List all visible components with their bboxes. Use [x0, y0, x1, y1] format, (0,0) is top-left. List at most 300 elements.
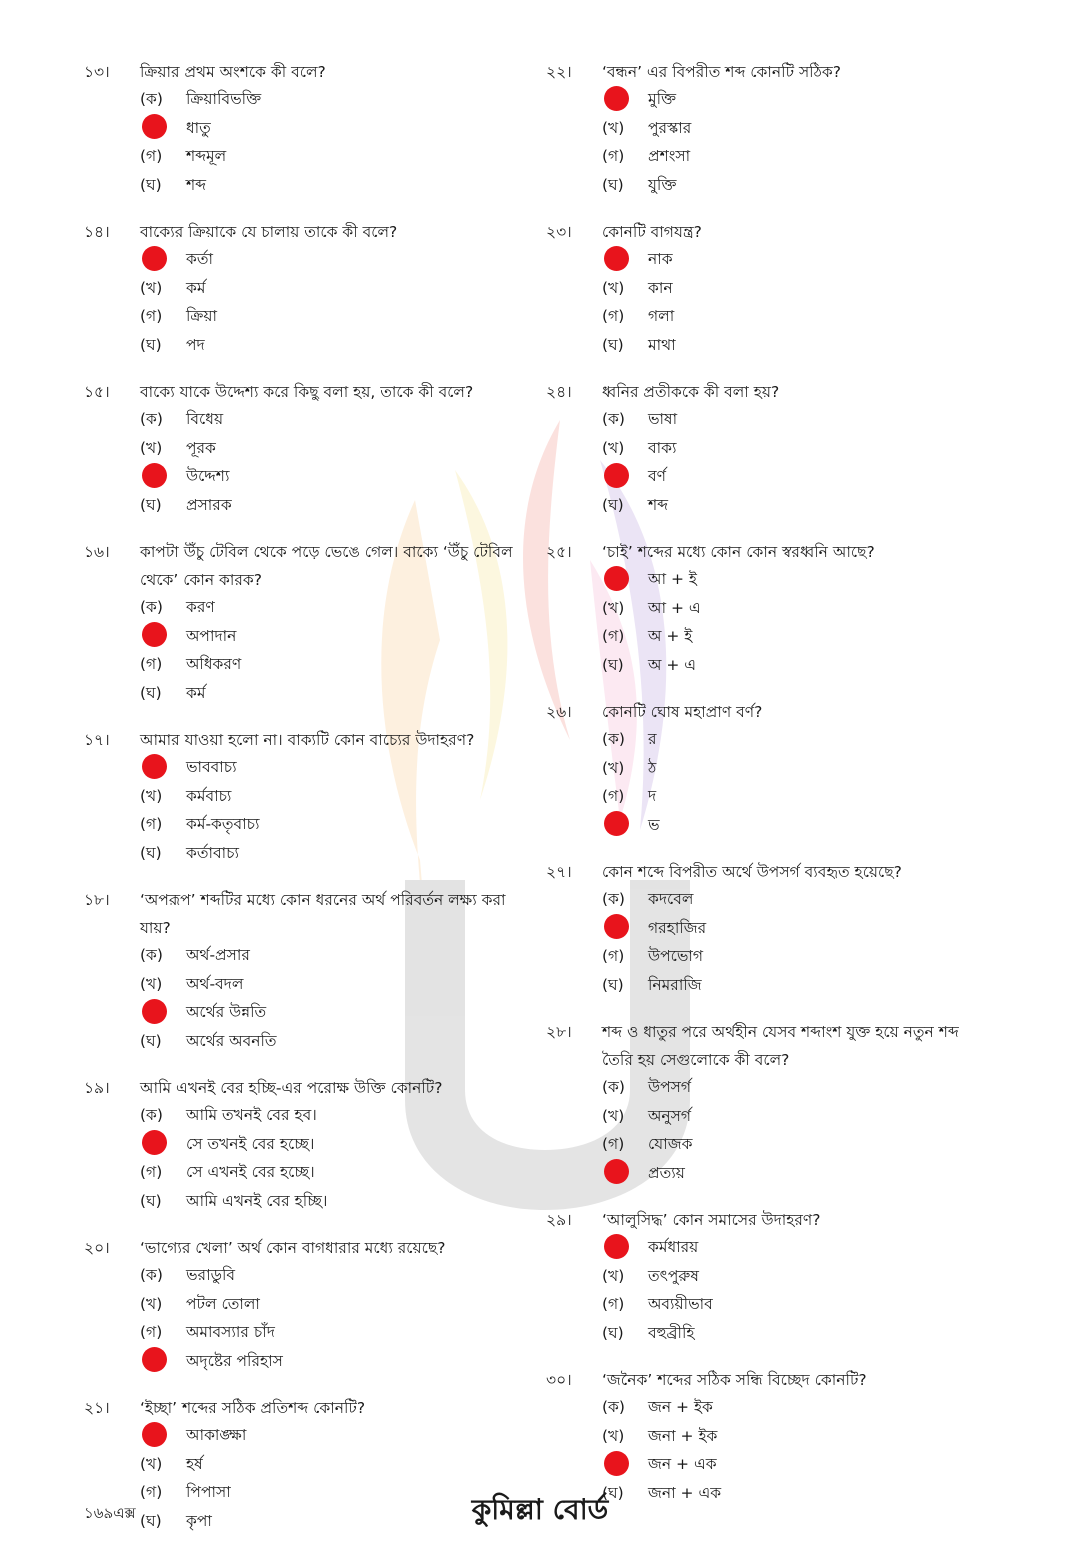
option-text: কর্তাবাচ্য — [186, 843, 239, 862]
option-text: সে এখনই বের হচ্ছে। — [186, 1163, 315, 1182]
answer-marker-icon — [140, 463, 186, 492]
option-label: (ক) — [140, 1266, 163, 1285]
question-number: ১৪। — [84, 223, 110, 241]
option — [546, 1131, 966, 1160]
option — [546, 1423, 966, 1452]
option-text: কদবেল — [648, 890, 694, 909]
option-text: করণ — [186, 598, 215, 617]
question-number: ২০। — [84, 1239, 110, 1257]
option-text: উদ্দেশ্য — [186, 467, 230, 486]
question-number: ২৪। — [546, 383, 572, 401]
option-correct — [546, 915, 966, 944]
option — [84, 840, 514, 869]
option-correct — [84, 1348, 514, 1377]
question-header — [84, 378, 514, 406]
question-number: ২৮। — [546, 1023, 572, 1041]
question-number: ২৩। — [546, 223, 572, 241]
question-text: কোনটি বাগযন্ত্র? — [602, 223, 702, 241]
option-text: মাথা — [648, 335, 676, 354]
option-text: বর্ণ — [648, 467, 666, 486]
answer-marker-icon — [602, 1234, 648, 1263]
filled-circle-icon — [604, 463, 629, 488]
option-text: কর্তা — [186, 250, 213, 269]
question-right_column-8 — [546, 1366, 966, 1508]
option-label: (গ) — [602, 147, 625, 166]
filled-circle-icon — [142, 114, 167, 139]
filled-circle-icon — [604, 811, 629, 836]
option-correct — [84, 246, 514, 275]
question-left_column-4 — [84, 726, 514, 868]
option — [546, 1320, 966, 1349]
option-label: (খ) — [602, 598, 625, 617]
filled-circle-icon — [604, 246, 629, 271]
option-text: অধিকরণ — [186, 655, 242, 674]
option-label: (ক) — [602, 1398, 625, 1417]
option-label: (ক) — [140, 946, 163, 965]
option-text: ভ — [648, 815, 660, 834]
option-label: (ক) — [140, 410, 163, 429]
question-text: কাপটা উঁচু টেবিল থেকে পড়ে ভেঙে গেল। বাক্যে ‘উঁচু টেবিল থেকে’ কোন কারক? — [140, 543, 513, 589]
question-left_column-3 — [84, 538, 514, 708]
question-text: ‘ভাগ্যের খেলা’ অর্থ কোন বাগধারার মধ্যে রয়েছে? — [140, 1239, 446, 1257]
question-text: বাক্যের ক্রিয়াকে যে চালায় তাকে কী বলে? — [140, 223, 398, 241]
option-label: (ক) — [602, 730, 625, 749]
option-text: অর্থের অবনতি — [186, 1031, 277, 1050]
option — [84, 143, 514, 172]
filled-circle-icon — [604, 1234, 629, 1259]
option-text: পুরস্কার — [648, 118, 692, 137]
option-text: পিপাসা — [186, 1483, 231, 1502]
option — [546, 406, 966, 435]
answer-marker-icon — [140, 1422, 186, 1451]
option — [546, 755, 966, 784]
option-correct — [546, 566, 966, 595]
question-number: ১৭। — [84, 731, 110, 749]
question-text: ‘ইচ্ছা’ শব্দের সঠিক প্রতিশব্দ কোনটি? — [140, 1399, 366, 1417]
question-text: কোন শব্দে বিপরীত অর্থে উপসর্গ ব্যবহৃত হয়েছে? — [602, 863, 902, 881]
option-text: আকাঙ্ক্ষা — [186, 1426, 247, 1445]
option-text: র — [648, 730, 657, 749]
option — [84, 1159, 514, 1188]
option-text: ঠ — [648, 758, 657, 777]
option-text: উপসর্গ — [648, 1078, 691, 1097]
question-left_column-7 — [84, 1234, 514, 1376]
filled-circle-icon — [604, 566, 629, 591]
option — [546, 115, 966, 144]
option — [546, 943, 966, 972]
option-text: আ + ই — [648, 570, 697, 589]
question-header — [546, 378, 966, 406]
option-text: শব্দমূল — [186, 147, 227, 166]
option-label: (গ) — [602, 787, 625, 806]
option — [546, 303, 966, 332]
option-label: (গ) — [140, 815, 163, 834]
option-label: (গ) — [140, 1323, 163, 1342]
option-correct — [84, 623, 514, 652]
option-label: (ক) — [140, 598, 163, 617]
option — [546, 652, 966, 681]
question-header — [84, 58, 514, 86]
option-label: (গ) — [140, 1163, 163, 1182]
question-right_column-2 — [546, 378, 966, 520]
answer-marker-icon — [602, 463, 648, 492]
option-text: পটল তোলা — [186, 1294, 260, 1313]
option — [546, 1291, 966, 1320]
option-text: ভাষা — [648, 410, 678, 429]
option-text: অদৃষ্টের পরিহাস — [186, 1351, 283, 1370]
question-header — [84, 1074, 514, 1102]
filled-circle-icon — [604, 86, 629, 111]
filled-circle-icon — [142, 754, 167, 779]
option-correct — [546, 1451, 966, 1480]
filled-circle-icon — [142, 1130, 167, 1155]
option — [84, 492, 514, 521]
option — [84, 1291, 514, 1320]
question-number: ২৬। — [546, 703, 572, 721]
option-text: ভরাডুবি — [186, 1266, 236, 1285]
option-label: (ঘ) — [140, 175, 162, 194]
option-label: (গ) — [602, 1295, 625, 1314]
option-label: (ঘ) — [140, 495, 162, 514]
filled-circle-icon — [142, 246, 167, 271]
question-number: ১৯। — [84, 1079, 110, 1097]
question-right_column-1 — [546, 218, 966, 360]
question-text: শব্দ ও ধাতুর পরে অর্থহীন যেসব শব্দাংশ যুক্ত হয়ে নতুন শব্দ তৈরি হয় সেগুলোকে কী বলে? — [602, 1023, 959, 1069]
answer-marker-icon — [140, 1130, 186, 1159]
option-label: (খ) — [140, 438, 163, 457]
option-label: (খ) — [602, 758, 625, 777]
filled-circle-icon — [142, 1422, 167, 1447]
option-label: (খ) — [140, 1454, 163, 1473]
option-label: (খ) — [140, 974, 163, 993]
option-label: (ঘ) — [602, 975, 624, 994]
option — [546, 1103, 966, 1132]
question-left_column-0 — [84, 58, 514, 200]
option — [546, 275, 966, 304]
option-label: (গ) — [602, 307, 625, 326]
question-number: ১৮। — [84, 891, 110, 909]
option — [84, 406, 514, 435]
question-right_column-3 — [546, 538, 966, 680]
option — [84, 1028, 514, 1057]
option-label: (ক) — [140, 1106, 163, 1125]
option-label: (খ) — [602, 278, 625, 297]
option — [84, 332, 514, 361]
option — [84, 783, 514, 812]
filled-circle-icon — [604, 1451, 629, 1476]
option-text: তৎপুরুষ — [648, 1266, 699, 1285]
option-text: নিমরাজি — [648, 975, 702, 994]
option-label: (ঘ) — [140, 1031, 162, 1050]
option-text: গলা — [648, 307, 675, 326]
option-text: ধাতু — [186, 118, 211, 137]
option-correct — [84, 115, 514, 144]
option-text: কর্মবাচ্য — [186, 786, 232, 805]
option-text: দ — [648, 787, 657, 806]
answer-marker-icon — [602, 1159, 648, 1188]
option — [84, 1102, 514, 1131]
question-text: ‘আলুসিদ্ধ’ কোন সমাসের উদাহরণ? — [602, 1211, 821, 1229]
question-header — [546, 698, 966, 726]
option-correct — [546, 86, 966, 115]
option-text: সে তখনই বের হচ্ছে। — [186, 1134, 315, 1153]
option-label: (গ) — [140, 147, 163, 166]
option-text: গরহাজির — [648, 918, 707, 937]
question-number: ২৫। — [546, 543, 572, 561]
option-text: উপভোগ — [648, 947, 704, 966]
option — [84, 435, 514, 464]
question-right_column-0 — [546, 58, 966, 200]
question-text: ‘বন্ধন’ এর বিপরীত শব্দ কোনটি সঠিক? — [602, 63, 841, 81]
option-label: (খ) — [602, 438, 625, 457]
question-header — [546, 218, 966, 246]
option-text: জন + এক — [648, 1455, 717, 1474]
option-text: বিধেয় — [186, 410, 224, 429]
option — [546, 492, 966, 521]
option-text: আ + এ — [648, 598, 701, 617]
option — [84, 86, 514, 115]
option-text: শব্দ — [186, 175, 207, 194]
option-text: অ + এ — [648, 655, 697, 674]
option-text: প্রত্যয় — [648, 1163, 685, 1182]
option-label: (গ) — [140, 1483, 163, 1502]
question-number: ১৫। — [84, 383, 110, 401]
option-correct — [84, 1131, 514, 1160]
option — [546, 726, 966, 755]
question-number: ২৭। — [546, 863, 572, 881]
option-label: (ঘ) — [602, 175, 624, 194]
option — [84, 303, 514, 332]
left-question-column — [84, 58, 514, 1554]
option — [546, 972, 966, 1001]
option-label: (খ) — [602, 1266, 625, 1285]
option-label: (খ) — [140, 1294, 163, 1313]
question-number: ১৬। — [84, 543, 110, 561]
question-number: ১৩। — [84, 63, 110, 81]
option-label: (ঘ) — [602, 1483, 624, 1502]
option-text: ক্রিয়া — [186, 307, 218, 326]
option-text: কর্ম-কতৃবাচ্য — [186, 815, 260, 834]
question-number: ২২। — [546, 63, 572, 81]
question-header — [84, 1394, 514, 1422]
option-label: (ঘ) — [602, 1323, 624, 1342]
option-correct — [546, 246, 966, 275]
option — [84, 1188, 514, 1217]
answer-marker-icon — [602, 1451, 648, 1480]
question-header — [546, 1018, 966, 1074]
question-header — [84, 538, 514, 594]
option-label: (ঘ) — [140, 1191, 162, 1210]
filled-circle-icon — [142, 463, 167, 488]
question-text: ‘জনৈক’ শব্দের সঠিক সন্ধি বিচ্ছেদ কোনটি? — [602, 1371, 867, 1389]
question-right_column-7 — [546, 1206, 966, 1348]
option-label: (খ) — [602, 1106, 625, 1125]
answer-marker-icon — [602, 246, 648, 275]
filled-circle-icon — [142, 999, 167, 1024]
option-text: পূরক — [186, 438, 216, 457]
option-correct — [84, 463, 514, 492]
option — [546, 886, 966, 915]
question-text: ‘অপরূপ’ শব্দটির মধ্যে কোন ধরনের অর্থ পরিবর্তন লক্ষ্য করা যায়? — [140, 891, 506, 937]
option — [84, 275, 514, 304]
option-label: (ঘ) — [140, 335, 162, 354]
option — [546, 783, 966, 812]
question-header — [84, 886, 514, 942]
option-text: জনা + এক — [648, 1483, 722, 1502]
option — [546, 1263, 966, 1292]
option-correct — [84, 999, 514, 1028]
option-text: প্রশংসা — [648, 147, 691, 166]
question-header — [84, 218, 514, 246]
question-text: ক্রিয়ার প্রথম অংশকে কী বলে? — [140, 63, 326, 81]
filled-circle-icon — [604, 914, 629, 939]
answer-marker-icon — [140, 622, 186, 651]
question-left_column-6 — [84, 1074, 514, 1216]
option-label: (ঘ) — [140, 1511, 162, 1530]
question-header — [84, 726, 514, 754]
answer-marker-icon — [140, 999, 186, 1028]
option-text: আমি তখনই বের হব। — [186, 1106, 317, 1125]
option — [546, 1074, 966, 1103]
option — [546, 623, 966, 652]
question-left_column-2 — [84, 378, 514, 520]
option-text: অর্থের উন্নতি — [186, 1003, 267, 1022]
question-header — [84, 1234, 514, 1262]
question-left_column-5 — [84, 886, 514, 1056]
option-label: (ক) — [602, 1078, 625, 1097]
option-correct — [84, 1422, 514, 1451]
answer-marker-icon — [602, 566, 648, 595]
question-right_column-5 — [546, 858, 966, 1000]
option-text: অপাদান — [186, 626, 237, 645]
question-text: ‘চাই’ শব্দের মধ্যে কোন কোন স্বরধ্বনি আছে? — [602, 543, 875, 561]
option-text: পদ — [186, 335, 205, 354]
option-label: (গ) — [140, 307, 163, 326]
option — [546, 595, 966, 624]
option-text: যোজক — [648, 1135, 693, 1154]
answer-marker-icon — [140, 246, 186, 275]
option-text: যুক্তি — [648, 175, 677, 194]
option-text: জনা + ইক — [648, 1426, 718, 1445]
option — [84, 971, 514, 1000]
question-header — [546, 858, 966, 886]
answer-marker-icon — [602, 86, 648, 115]
option — [84, 1451, 514, 1480]
option-label: (ক) — [602, 410, 625, 429]
option — [84, 811, 514, 840]
option-correct — [546, 812, 966, 841]
option-label: (গ) — [602, 947, 625, 966]
option-correct — [546, 463, 966, 492]
option-text: ভাববাচ্য — [186, 758, 237, 777]
option-text: প্রসারক — [186, 495, 232, 514]
option-text: অমাবস্যার চাঁদ — [186, 1323, 275, 1342]
option-text: শব্দ — [648, 495, 669, 514]
option-label: (খ) — [140, 278, 163, 297]
option-correct — [546, 1234, 966, 1263]
option — [84, 680, 514, 709]
option-text: আমি এখনই বের হচ্ছি। — [186, 1191, 328, 1210]
option — [546, 1394, 966, 1423]
option — [546, 332, 966, 361]
option-label: (ঘ) — [602, 335, 624, 354]
option — [546, 143, 966, 172]
question-right_column-4 — [546, 698, 966, 840]
question-header — [546, 58, 966, 86]
option-text: মুক্তি — [648, 90, 677, 109]
filled-circle-icon — [604, 1159, 629, 1184]
option-label: (ঘ) — [140, 843, 162, 862]
option-label: (ঘ) — [140, 683, 162, 702]
option — [84, 172, 514, 201]
question-left_column-1 — [84, 218, 514, 360]
option-label: (ক) — [140, 90, 163, 109]
right-question-column — [546, 58, 966, 1526]
question-right_column-6 — [546, 1018, 966, 1188]
answer-marker-icon — [140, 1347, 186, 1376]
option-text: বাক্য — [648, 438, 677, 457]
question-text: ধ্বনির প্রতীককে কী বলা হয়? — [602, 383, 780, 401]
option-label: (খ) — [140, 786, 163, 805]
question-number: ২১। — [84, 1399, 110, 1417]
question-text: কোনটি ঘোষ মহাপ্রাণ বর্ণ? — [602, 703, 763, 721]
option-label: (ঘ) — [602, 655, 624, 674]
option-text: হর্ষ — [186, 1454, 203, 1473]
option-label: (গ) — [140, 655, 163, 674]
option-text: অর্থ-প্রসার — [186, 946, 250, 965]
option-label: (খ) — [602, 1426, 625, 1445]
answer-marker-icon — [602, 811, 648, 840]
option-text: অ + ই — [648, 627, 693, 646]
option-text: কর্মধারয় — [648, 1238, 699, 1257]
answer-marker-icon — [140, 114, 186, 143]
option — [546, 172, 966, 201]
option-text: অনুসর্গ — [648, 1106, 692, 1125]
option-label: (গ) — [602, 1135, 625, 1154]
option-text: কর্ম — [186, 278, 206, 297]
page-code: ১৬৯এক্স — [84, 1504, 136, 1522]
option-text: কান — [648, 278, 673, 297]
option-correct — [84, 754, 514, 783]
question-text: বাক্যে যাকে উদ্দেশ্য করে কিছু বলা হয়, তাকে কী বলে? — [140, 383, 474, 401]
option — [84, 942, 514, 971]
option-label: (ঘ) — [602, 495, 624, 514]
option — [84, 594, 514, 623]
filled-circle-icon — [142, 622, 167, 647]
question-header — [546, 1206, 966, 1234]
option-label: (খ) — [602, 118, 625, 137]
option-label: (গ) — [602, 627, 625, 646]
question-header — [546, 1366, 966, 1394]
option — [84, 1262, 514, 1291]
option-text: কৃপা — [186, 1511, 212, 1530]
question-text: আমি এখনই বের হচ্ছি-এর পরোক্ষ উক্তি কোনটি? — [140, 1079, 443, 1097]
answer-marker-icon — [602, 914, 648, 943]
board-title: কুমিল্লা বোর্ড — [471, 1493, 609, 1526]
option-label: (ক) — [602, 890, 625, 909]
option-text: অর্থ-বদল — [186, 974, 244, 993]
option-text: কর্ম — [186, 683, 206, 702]
option-text: জন + ইক — [648, 1398, 713, 1417]
question-header — [546, 538, 966, 566]
filled-circle-icon — [142, 1347, 167, 1372]
option-text: অব্যয়ীভাব — [648, 1295, 713, 1314]
option-correct — [546, 1160, 966, 1189]
option — [546, 435, 966, 464]
option-text: বহুব্রীহি — [648, 1323, 695, 1342]
question-number: ৩০। — [546, 1371, 572, 1389]
option-text: ক্রিয়াবিভক্তি — [186, 90, 262, 109]
